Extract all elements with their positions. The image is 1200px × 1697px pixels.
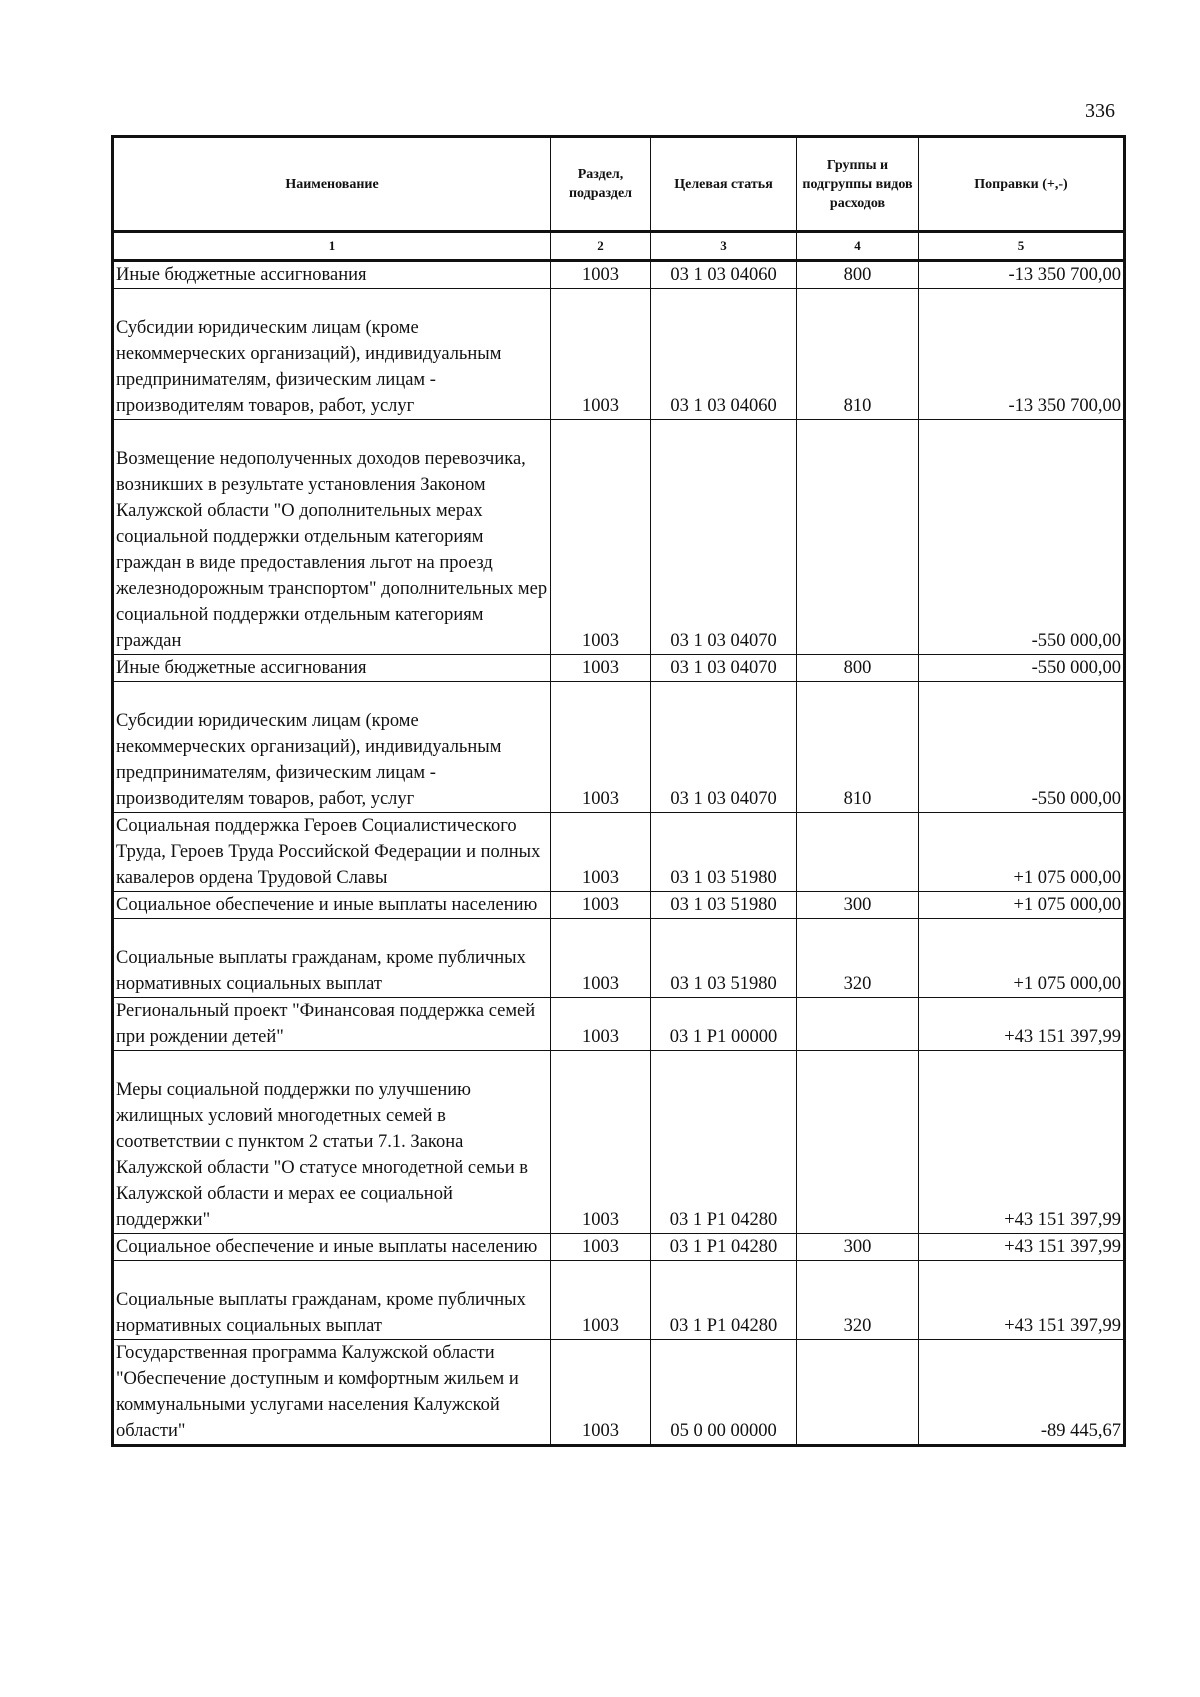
row-name: Иные бюджетные ассигнования: [113, 261, 551, 289]
table-row: [113, 261, 1125, 289]
row-group: 320: [797, 919, 919, 998]
row-article: 03 1 P1 04280: [651, 1261, 797, 1340]
row-article: 03 1 03 04070: [651, 655, 797, 682]
table-row: [113, 1261, 1125, 1340]
row-name: Социальное обеспечение и иные выплаты населению: [113, 1234, 551, 1261]
row-group: [797, 1051, 919, 1234]
table-row: [113, 1051, 1125, 1234]
header-amount: Поправки (+,-): [919, 137, 1125, 232]
row-name: Иные бюджетные ассигнования: [113, 655, 551, 682]
row-section: 1003: [551, 1234, 651, 1261]
table-row: [113, 813, 1125, 892]
row-amount: +43 151 397,99: [919, 1051, 1125, 1234]
table-row: [113, 1340, 1125, 1446]
row-amount: +1 075 000,00: [919, 892, 1125, 919]
page-number: 336: [1085, 100, 1115, 122]
row-name: Государственная программа Калужской области "Обеспечение доступным и комфортным жильем и коммунальными услугами населения Калужской области": [113, 1340, 551, 1446]
row-group: 320: [797, 1261, 919, 1340]
row-name: Субсидии юридическим лицам (кроме некоммерческих организаций), индивидуальным предпринимателям, физическим лицам - производителям товаров, работ, услуг: [116, 318, 502, 416]
column-number: 4: [797, 232, 919, 261]
row-group: [797, 420, 919, 655]
row-group: 300: [797, 892, 919, 919]
table-row: [113, 289, 1125, 420]
row-section: 1003: [551, 813, 651, 892]
row-group: 800: [797, 655, 919, 682]
row-article: 03 1 P1 00000: [651, 998, 797, 1051]
column-number: 5: [919, 232, 1125, 261]
row-section: 1003: [551, 655, 651, 682]
row-article: 03 1 03 04060: [651, 261, 797, 289]
row-section: 1003: [551, 261, 651, 289]
header-article: Целевая статья: [651, 137, 797, 232]
row-section: 1003: [551, 1051, 651, 1234]
row-section: 1003: [551, 1261, 651, 1340]
row-article: 03 1 P1 04280: [651, 1234, 797, 1261]
row-article: 03 1 03 51980: [651, 919, 797, 998]
row-group: [797, 813, 919, 892]
row-amount: -550 000,00: [919, 682, 1125, 813]
row-article: 03 1 03 04070: [651, 682, 797, 813]
row-group: 810: [797, 682, 919, 813]
column-number-row: [113, 232, 1125, 261]
row-name: Социальные выплаты гражданам, кроме публичных нормативных социальных выплат: [116, 1290, 526, 1336]
header-row: [113, 137, 1125, 232]
row-amount: -89 445,67: [919, 1340, 1125, 1446]
row-amount: -13 350 700,00: [919, 289, 1125, 420]
row-amount: +43 151 397,99: [919, 998, 1125, 1051]
row-name: Региональный проект "Финансовая поддержка семей при рождении детей": [113, 998, 551, 1051]
row-group: [797, 1340, 919, 1446]
table-row: [113, 655, 1125, 682]
row-group: 800: [797, 261, 919, 289]
table-row: [113, 1234, 1125, 1261]
table-row: [113, 420, 1125, 655]
column-number: 2: [551, 232, 651, 261]
row-article: 03 1 P1 04280: [651, 1051, 797, 1234]
header-group: Группы и подгруппы видов расходов: [797, 137, 919, 232]
row-section: 1003: [551, 892, 651, 919]
table-row: [113, 892, 1125, 919]
column-number: 3: [651, 232, 797, 261]
header-name: Наименование: [113, 137, 551, 232]
row-group: 810: [797, 289, 919, 420]
row-name: Социальное обеспечение и иные выплаты населению: [113, 892, 551, 919]
budget-amendments-table: [111, 135, 1126, 1447]
row-name: Меры социальной поддержки по улучшению жилищных условий многодетных семей в соответствии с пунктом 2 статьи 7.1. Закона Калужской области "О статусе многодетной семьи в Калужской области и мерах ее социальной поддержки": [116, 1080, 528, 1230]
row-group: 300: [797, 1234, 919, 1261]
row-section: 1003: [551, 420, 651, 655]
row-amount: -550 000,00: [919, 420, 1125, 655]
row-amount: -13 350 700,00: [919, 261, 1125, 289]
row-section: 1003: [551, 289, 651, 420]
row-amount: -550 000,00: [919, 655, 1125, 682]
row-article: 03 1 03 04060: [651, 289, 797, 420]
row-amount: +43 151 397,99: [919, 1234, 1125, 1261]
row-article: 03 1 03 51980: [651, 892, 797, 919]
row-name: Социальные выплаты гражданам, кроме публичных нормативных социальных выплат: [116, 948, 526, 994]
row-amount: +1 075 000,00: [919, 813, 1125, 892]
row-section: 1003: [551, 919, 651, 998]
row-article: 03 1 03 04070: [651, 420, 797, 655]
header-section: Раздел, подраздел: [551, 137, 651, 232]
row-section: 1003: [551, 1340, 651, 1446]
row-article: 05 0 00 00000: [651, 1340, 797, 1446]
row-amount: +43 151 397,99: [919, 1261, 1125, 1340]
table-row: [113, 998, 1125, 1051]
table-row: [113, 919, 1125, 998]
column-number: 1: [113, 232, 551, 261]
row-name: Субсидии юридическим лицам (кроме некоммерческих организаций), индивидуальным предпринимателям, физическим лицам - производителям товаров, работ, услуг: [116, 711, 502, 809]
row-section: 1003: [551, 998, 651, 1051]
table-row: [113, 682, 1125, 813]
row-section: 1003: [551, 682, 651, 813]
row-amount: +1 075 000,00: [919, 919, 1125, 998]
row-group: [797, 998, 919, 1051]
row-name: Возмещение недополученных доходов перевозчика, возникших в результате установления Законом Калужской области "О дополнительных мерах социальной поддержки отдельным категориям граждан в виде предоставления льгот на проезд железнодорожным транспортом" дополнительных мер социальной поддержки отдельным категориям граждан: [116, 449, 548, 651]
row-name: Социальная поддержка Героев Социалистического Труда, Героев Труда Российской Федерации и полных кавалеров ордена Трудовой Славы: [113, 813, 551, 892]
row-article: 03 1 03 51980: [651, 813, 797, 892]
